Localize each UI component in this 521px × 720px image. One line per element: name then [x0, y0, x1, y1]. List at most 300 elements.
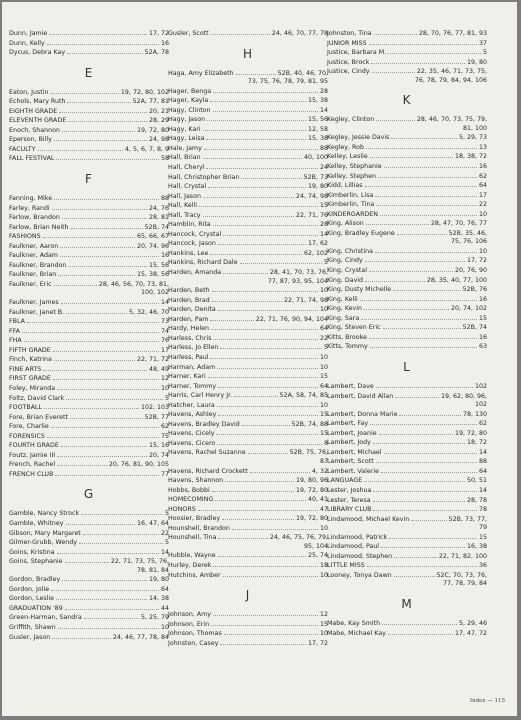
entry-pages: 19, 62, 80, 96, [440, 392, 487, 400]
index-entry [168, 106, 328, 116]
entry-pages: 74 [160, 327, 169, 335]
index-entry [327, 467, 487, 477]
entry-pages: 88 [160, 195, 169, 203]
index-entry [9, 29, 169, 39]
entry-pages: 28, 46, 56, 70, 73, 81, [98, 280, 169, 288]
entry-name: Hager, Benga [168, 87, 212, 95]
dot-leader [384, 448, 477, 454]
index-entry [9, 441, 169, 451]
dot-leader [411, 515, 446, 521]
index-entry [168, 87, 328, 97]
entry-name: Farley, Randi [9, 204, 50, 212]
dot-leader [378, 172, 477, 178]
entry-pages-continued: 77, 87, 93, 95, 104 [267, 277, 328, 285]
index-entry [327, 552, 487, 562]
index-entry [9, 585, 169, 595]
index-entry [327, 496, 487, 506]
index-entry [327, 505, 487, 515]
index-entry [9, 242, 169, 252]
index-entry [9, 355, 169, 365]
section-letter-heading: G [83, 487, 95, 502]
entry-name: Hagy, Leisa [168, 135, 205, 143]
entry-pages-continued: 81, 100 [462, 124, 487, 132]
entry-name: Kidd, Lillias [327, 182, 363, 190]
section-letter-heading: F [85, 172, 93, 187]
entry-name: Kimberlin, Tina [327, 201, 375, 209]
dot-leader [372, 67, 415, 73]
entry-pages: 5 [164, 539, 169, 547]
entry-name: FHA [9, 337, 22, 345]
entry-name: Lambert, David Allan [327, 392, 394, 400]
index-entry [9, 223, 169, 233]
dot-leader [65, 604, 159, 610]
dot-leader [395, 392, 439, 398]
entry-pages: 22, 35, 46, 71, 73, 75, [416, 68, 487, 76]
index-entry [168, 505, 328, 515]
dot-leader [24, 336, 159, 342]
dot-leader [67, 97, 130, 103]
entry-pages: 14 [319, 106, 328, 114]
entry-name: LIBRARY CLUB [327, 506, 372, 514]
entry-pages: 17 [160, 346, 169, 354]
index-entry [9, 460, 169, 470]
entry-pages: 48, 49 [148, 365, 169, 373]
dot-leader [381, 542, 465, 548]
entry-name: Lambert, Donna Marie [327, 410, 398, 418]
entry-name: Harman, Adam [168, 363, 216, 371]
entry-pages: 16 [478, 295, 487, 303]
entry-pages: 102, 103 [140, 404, 169, 412]
dot-leader [370, 152, 453, 158]
index-entry [327, 542, 487, 552]
entry-name: Fanning, Mike [9, 195, 53, 203]
dot-leader [365, 256, 465, 262]
index-entry [168, 144, 328, 154]
entry-pages: 20, 76, 81, 90, 105 [108, 461, 169, 469]
entry-name: King, Alison [327, 220, 364, 228]
entry-name: Goins, Kristina [9, 548, 55, 556]
entry-name: FORENSICS [9, 432, 45, 440]
index-entry [168, 524, 328, 534]
dot-leader [367, 561, 477, 567]
index-entry [9, 432, 169, 442]
entry-name: Hale, Jamy [168, 144, 202, 152]
entry-pages: 52A, 78 [144, 49, 169, 57]
entry-pages: 24, 98 [148, 136, 169, 144]
entry-name: Hagy, Clinton [168, 106, 211, 114]
entry-pages: 14 [160, 299, 169, 307]
entry-name: Lindamood, Patrick [327, 533, 388, 541]
entry-pages: 64 [160, 585, 169, 593]
index-entry [9, 394, 169, 404]
index-entry [168, 201, 328, 211]
entry-pages: 22, 71, 82, 100 [438, 552, 487, 560]
index-entry [9, 298, 169, 308]
dot-leader [393, 285, 461, 291]
section-letter-heading: J [245, 588, 251, 603]
entry-name: Kelley, Stephanie [327, 163, 382, 171]
entry-name: Gamble, Nancy Strock [9, 510, 80, 518]
entry-name: Enoch, Shannon [9, 126, 60, 134]
dot-leader [365, 181, 477, 187]
dot-leader [65, 557, 109, 563]
entry-pages: 88 [478, 458, 487, 466]
entry-pages: 15 [319, 202, 328, 210]
dot-leader [236, 69, 276, 75]
entry-pages: 5 [164, 510, 169, 518]
entry-name: Hounshell, Tina [168, 534, 217, 542]
index-entry [9, 251, 169, 261]
entry-pages: 17, 72 [148, 30, 169, 37]
dot-leader [210, 353, 318, 359]
index-entry [168, 268, 328, 286]
index-entry [327, 172, 487, 182]
dot-leader [52, 633, 111, 639]
entry-pages: 24, 74, 98 [295, 192, 328, 200]
entry-name: Johnson, Thomas [168, 630, 222, 638]
index-entry [9, 575, 169, 585]
dot-leader [79, 538, 163, 544]
dot-leader [381, 467, 477, 473]
entry-pages-continued: 75, 76, 106 [450, 238, 487, 246]
entry-pages: 12 [319, 611, 328, 619]
index-page [2, 2, 517, 716]
entry-name: Farlow, Brian Neith [9, 223, 69, 231]
dot-leader [376, 457, 477, 463]
dot-leader [376, 382, 473, 388]
dot-leader [212, 486, 294, 492]
entry-pages: 22 [319, 334, 328, 342]
entry-pages: 75 [160, 432, 169, 440]
dot-leader [382, 619, 457, 625]
index-entry [168, 401, 328, 411]
entry-pages: 28, 47, 70, 76, 77 [430, 220, 487, 228]
index-entry [168, 286, 328, 296]
dot-leader [57, 451, 147, 457]
dot-leader [203, 192, 294, 198]
index-entry [9, 623, 169, 633]
entry-name: Finch, Katrina [9, 356, 52, 364]
section-letter-heading: L [403, 359, 411, 374]
dot-leader [61, 441, 147, 447]
index-entry [9, 116, 169, 126]
entry-pages: 52B, 40, 46, 70, [277, 69, 328, 77]
entry-name: FFA [9, 327, 20, 335]
dot-leader [57, 548, 159, 554]
entry-name: Hancock, Crystal [168, 230, 222, 238]
entry-pages: 78 [478, 506, 487, 514]
dot-leader [27, 317, 159, 323]
index-entry [327, 629, 487, 639]
index-entry [168, 514, 328, 524]
dot-leader [240, 258, 322, 264]
entry-name: Kimberlin, Lisa [327, 191, 374, 199]
entry-name: Hubble, Wayne [168, 552, 216, 560]
entry-pages: 52C, 70, 73, 76, [436, 571, 487, 579]
entry-name: Gusler, Jason [9, 633, 51, 641]
entry-name: LITTLE MISS [327, 562, 365, 570]
dot-leader [83, 529, 159, 535]
index-entry [9, 548, 169, 558]
entry-name: Hall, Jason [168, 192, 201, 200]
index-entry [168, 115, 328, 125]
entry-pages: 44 [160, 604, 169, 612]
dot-leader [397, 229, 447, 235]
entry-name: Havens, Shannon [168, 477, 224, 485]
entry-name: FASHIONS [9, 233, 41, 241]
entry-pages: 64 [478, 182, 487, 190]
entry-pages: 16, 38 [466, 543, 487, 551]
index-entry [327, 39, 487, 49]
dot-leader [374, 29, 417, 35]
entry-name: Hardy, Helen [168, 325, 210, 333]
entry-pages: 52B, 74 [144, 223, 169, 231]
entry-name: Gamble, Whitney [9, 519, 64, 527]
entry-name: Hobbs, Bobbi [168, 486, 210, 494]
entry-pages: 62 [160, 423, 169, 431]
entry-name: Hall, Kelli [168, 202, 198, 210]
index-entry [327, 476, 487, 486]
entry-name: Kegley, Jessie Davis [327, 134, 390, 142]
dot-leader [54, 194, 159, 200]
index-entry [9, 422, 169, 432]
dot-leader [52, 204, 147, 210]
dot-leader [61, 298, 159, 304]
dot-leader [54, 355, 135, 361]
index-entry [9, 557, 169, 575]
dot-leader [213, 610, 318, 616]
index-entry [327, 210, 487, 220]
dot-leader [373, 505, 477, 511]
index-entry [9, 107, 169, 117]
index-entry [327, 285, 487, 295]
dot-leader [53, 374, 159, 380]
entry-pages-continued: 87 [319, 457, 328, 465]
entry-name: Johnston, Casey [168, 639, 219, 647]
dot-leader [58, 270, 135, 276]
entry-name: Justice, Cindy [327, 68, 370, 76]
page-footer: Index — 115 [469, 698, 505, 704]
index-entry [327, 323, 487, 333]
dot-leader [199, 201, 318, 207]
index-entry [327, 191, 487, 201]
entry-name: King, Kelli [327, 295, 358, 303]
dot-leader [373, 438, 465, 444]
dot-leader [394, 552, 437, 558]
entry-pages-continued: 77, 78, 79, 84 [442, 580, 487, 588]
entry-pages: 40, 41 [307, 496, 328, 504]
dot-leader [370, 342, 477, 348]
entry-name: Gordon, Jolie [9, 585, 50, 593]
dot-leader [68, 116, 147, 122]
section-letter-heading: M [401, 596, 413, 611]
entry-name: Harden, Brad [168, 296, 210, 304]
dot-leader [234, 391, 278, 397]
entry-pages: 19, 72, 80, 102 [120, 88, 169, 96]
entry-name: Lambert, Valerie [327, 467, 379, 475]
dot-leader [375, 191, 477, 197]
index-entry [168, 429, 328, 439]
entry-pages: 14 [478, 486, 487, 494]
entry-pages: 17 [478, 191, 487, 199]
entry-pages: 20, 76, 90 [454, 267, 487, 275]
entry-pages: 52B, 73 [303, 173, 328, 181]
index-entry [168, 476, 328, 486]
entry-pages: 13 [478, 143, 487, 151]
entry-pages: 24, 46, 75, 76, 79, [269, 534, 328, 542]
dot-leader [218, 551, 306, 557]
index-entry [168, 305, 328, 315]
dot-leader [373, 486, 477, 492]
index-entry [9, 213, 169, 223]
entry-pages: 16 [160, 252, 169, 260]
index-entry [168, 533, 328, 551]
dot-leader [383, 323, 461, 329]
dot-leader [215, 495, 306, 501]
index-entry [168, 29, 328, 39]
dot-leader [217, 363, 318, 369]
entry-pages: 15 [319, 430, 328, 438]
index-entry [327, 162, 487, 172]
dot-leader [38, 145, 123, 151]
entry-name: Lindamood, Michael Kevin [327, 515, 410, 523]
dot-leader [54, 135, 147, 141]
index-entry [327, 392, 487, 410]
dot-leader [203, 153, 302, 159]
entry-name: FRENCH CLUB [9, 470, 54, 478]
entry-name: Hagy, Jason [168, 116, 206, 124]
entry-name: Fore, Brian Everett [9, 413, 68, 421]
entry-name: Harner, Kari [168, 373, 206, 381]
dot-leader [62, 126, 135, 132]
dot-leader [203, 211, 294, 217]
entry-name: Havens, Richard Crockett [168, 467, 248, 475]
dot-leader [223, 230, 318, 236]
entry-name: Hall, Christopher Brian [168, 173, 240, 181]
section-letter-heading: K [402, 93, 412, 108]
entry-name: Harless, Jo Ellen [168, 344, 219, 352]
dot-leader [223, 571, 318, 577]
entry-pages: 64 [319, 382, 328, 390]
entry-name: Harris, Carl Henry Jr. [168, 392, 233, 400]
index-entry [168, 192, 328, 202]
entry-name: Gusler, Scott [168, 30, 209, 37]
index-entry [168, 125, 328, 135]
index-entry [168, 639, 328, 649]
dot-leader [210, 96, 306, 102]
entry-pages: 24, 46, 70, 77, 78 [271, 30, 328, 37]
index-entry [327, 515, 487, 533]
dot-leader [369, 39, 477, 45]
entry-name: Foley, Miranda [9, 384, 56, 392]
entry-name: Havens, Rachel Suzanne [168, 449, 246, 457]
index-entry [168, 486, 328, 496]
entry-pages: 17, 72 [466, 257, 487, 265]
entry-pages: 18 [319, 561, 328, 569]
entry-name: Farlow, Brandon [9, 214, 60, 222]
entry-pages: 20, 74, 102 [450, 305, 487, 313]
entry-pages: 64 [478, 467, 487, 475]
entry-pages: 14 [319, 230, 328, 238]
dot-leader [66, 519, 135, 525]
dot-leader [218, 533, 267, 539]
dot-leader [49, 29, 147, 35]
dot-leader [370, 419, 477, 425]
entry-pages: 15, 38 [307, 135, 328, 143]
entry-name: Gilmer-Grubb, Wendy [9, 539, 77, 547]
entry-pages: 28, 29 [148, 117, 169, 125]
entry-name: Hancock, Jason [168, 240, 216, 248]
entry-pages: 52B, 75, 76, [289, 449, 328, 457]
index-entry [327, 181, 487, 191]
entry-pages: 4, 5, 6, 7, 8, 9 [124, 145, 169, 153]
entry-pages: 19, 72, 80 [454, 429, 487, 437]
entry-name: Kelley, Leslie [327, 153, 368, 161]
index-entry [168, 334, 328, 344]
entry-name: King, Cindy [327, 257, 363, 265]
entry-name: Mabe, Michael Kay [327, 629, 386, 637]
entry-name: Eaton, Justin [9, 88, 49, 96]
entry-name: FOURTH GRADE [9, 442, 59, 450]
dot-leader [222, 514, 294, 520]
entry-name: Hager, Kayla [168, 97, 209, 105]
entry-name: Dycus, Debra Kay [9, 49, 66, 57]
entry-name: FINE ARTS [9, 365, 42, 373]
index-entry [9, 519, 169, 529]
index-entry [168, 448, 328, 466]
entry-name: FIRST GRADE [9, 375, 51, 383]
index-entry [9, 365, 169, 375]
entry-name: Dunn, Jamie [9, 30, 48, 37]
index-entry [168, 382, 328, 392]
index-entry [327, 256, 487, 266]
dot-leader [388, 48, 481, 54]
dot-leader [360, 295, 477, 301]
entry-pages: 15, 38, 56 [136, 271, 169, 279]
entry-name: Harless, Paul [168, 353, 209, 361]
entry-pages: 5, 29, 46 [458, 619, 487, 627]
entry-name: Griffith, Shawn [9, 623, 56, 631]
index-entry [9, 470, 169, 480]
dot-leader [217, 401, 318, 407]
entry-pages: 10 [319, 306, 328, 314]
entry-name: Harden, Amanda [168, 269, 222, 277]
index-entry [168, 239, 328, 249]
index-entry [9, 594, 169, 604]
entry-name: HONORS [168, 505, 196, 513]
index-entry [168, 353, 328, 363]
index-entry [327, 448, 487, 458]
index-entry [168, 571, 328, 581]
entry-name: Hamblin, Rita [168, 221, 211, 229]
index-entry [168, 324, 328, 334]
entry-name: Faulkner, James [9, 299, 59, 307]
entry-pages: 10 [478, 210, 487, 218]
index-entry [9, 451, 169, 461]
dot-leader [43, 365, 147, 371]
entry-pages: 28, 41, 70, 73, 76, [269, 269, 328, 277]
entry-name: Kegley, Rob [327, 143, 364, 151]
dot-leader [380, 210, 477, 216]
entry-name: EIGHTH GRADE [9, 107, 58, 115]
entry-name: King, Christina [327, 247, 373, 255]
entry-pages: 52B, 76 [462, 286, 487, 294]
entry-pages: 10 [319, 401, 328, 409]
index-entry [168, 163, 328, 173]
entry-name: KINDERGARDEN [327, 210, 378, 218]
entry-name: Kegley, Clinton [327, 116, 375, 124]
index-entry [9, 232, 169, 242]
